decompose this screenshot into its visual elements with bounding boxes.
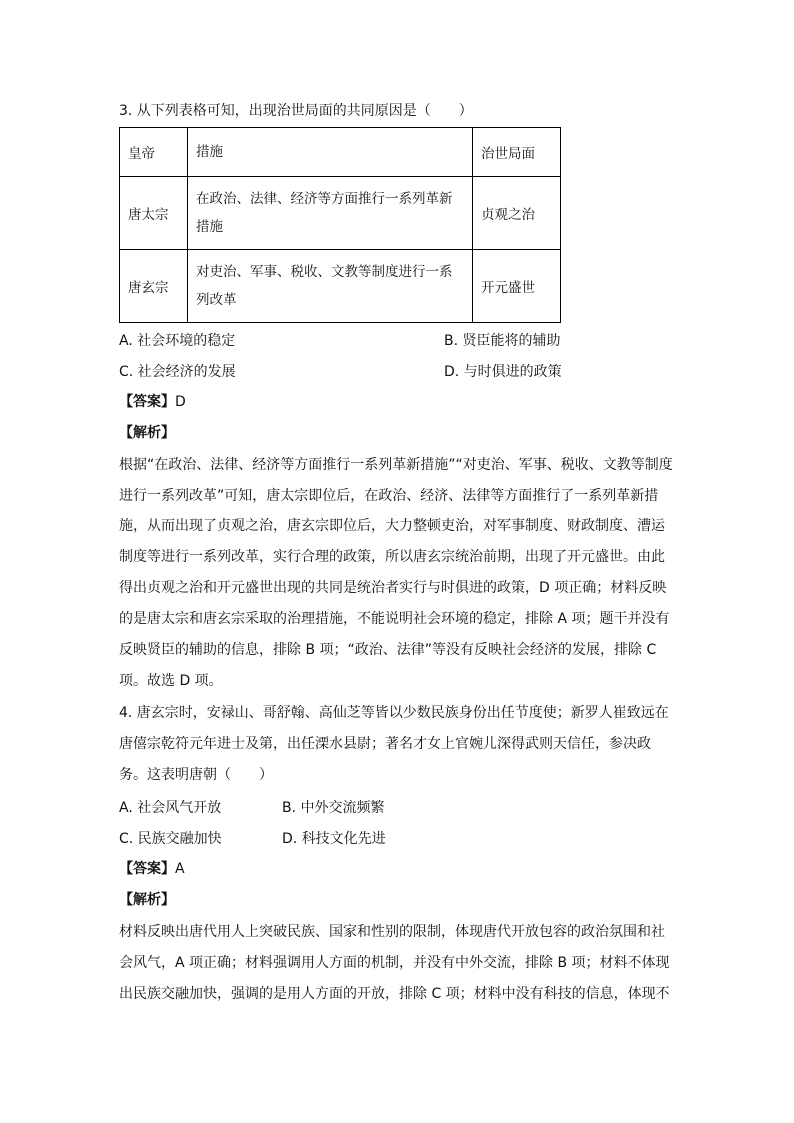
q3-table <box>119 127 561 323</box>
q3-option-a: A. 社会环境的稳定 <box>119 333 236 349</box>
table-cell-emperor: 唐玄宗 <box>120 250 188 323</box>
q4-option-c: C. 民族交融加快 <box>119 831 222 847</box>
q4-option-b: B. 中外交流频繁 <box>282 800 385 816</box>
table-row <box>120 177 561 250</box>
q3-option-b: B. 贤臣能将的辅助 <box>444 333 561 349</box>
measure-line-2: 措施 <box>196 219 223 235</box>
q4-analysis-line: 出民族交融加快，强调的是用人方面的开放，排除 C 项；材料中没有科技的信息，体现不 <box>119 986 670 1002</box>
q3-analysis-line: 反映贤臣的辅助的信息，排除 B 项；“政治、法律”等没有反映社会经济的发展，排除 C <box>119 642 657 658</box>
q3-answer <box>119 392 186 412</box>
q4-option-d: D. 科技文化先进 <box>282 831 386 847</box>
measure-line-2: 列改革 <box>196 292 237 308</box>
answer-value: A <box>175 861 185 877</box>
table-cell-measure <box>188 177 473 250</box>
q4-stem-line: 4. 唐玄宗时，安禄山、哥舒翰、高仙芝等皆以少数民族身份出任节度使；新罗人崔致远在 <box>119 705 669 721</box>
table-cell-emperor: 唐太宗 <box>120 177 188 250</box>
q4-analysis-line: 材料反映出唐代用人上突破民族、国家和性别的限制，体现唐代开放包容的政治氛围和社 <box>119 924 665 940</box>
table-header-emperor: 皇帝 <box>120 128 188 177</box>
table-cell-era: 贞观之治 <box>473 177 561 250</box>
q3-analysis-line: 施，从而出现了贞观之治，唐玄宗即位后，大力整顿吏治，对军事制度、财政制度、漕运 <box>119 518 665 534</box>
table-header-era: 治世局面 <box>473 128 561 177</box>
answer-value: D <box>175 394 186 410</box>
q4-analysis-line: 会风气，A 项正确；材料强调用人方面的机制，并没有中外交流，排除 B 项；材料不体现 <box>119 955 670 971</box>
q3-analysis-line: 制度等进行一系列改革，实行合理的政策，所以唐玄宗统治前期，出现了开元盛世。由此 <box>119 549 665 565</box>
q3-analysis-line: 得出贞观之治和开元盛世出现的共同是统治者实行与时俱进的政策，D 项正确；材料反映 <box>119 580 667 596</box>
table-cell-era: 开元盛世 <box>473 250 561 323</box>
q3-analysis-label: 【解析】 <box>119 425 175 441</box>
q3-option-d: D. 与时俱进的政策 <box>444 364 562 380</box>
measure-line-1: 对吏治、军事、税收、文教等制度进行一系 <box>196 264 453 280</box>
q4-stem-line: 唐僖宗乾符元年进士及第，出任溧水县尉；著名才女上官婉儿深得武则天信任，参决政 <box>119 736 651 752</box>
table-cell-measure <box>188 250 473 323</box>
answer-label: 【答案】 <box>119 861 175 877</box>
q4-stem-line: 务。这表明唐朝（ ） <box>119 767 273 783</box>
q4-answer <box>119 859 185 879</box>
q3-option-c: C. 社会经济的发展 <box>119 364 236 380</box>
table-header-row <box>120 128 561 177</box>
table-header-measure: 措施 <box>188 128 473 177</box>
q4-option-a: A. 社会风气开放 <box>119 800 222 816</box>
q3-analysis-line: 的是唐太宗和唐玄宗采取的治理措施，不能说明社会环境的稳定，排除 A 项；题干并没有 <box>119 611 670 627</box>
q3-analysis-line: 根据“在政治、法律、经济等方面推行一系列革新措施”“对吏治、军事、税收、文教等制度 <box>119 457 673 473</box>
q3-analysis-line: 进行一系列改革”可知，唐太宗即位后，在政治、经济、法律等方面推行了一系列革新措 <box>119 488 659 504</box>
measure-line-1: 在政治、法律、经济等方面推行一系列革新 <box>196 191 453 207</box>
q4-analysis-label: 【解析】 <box>119 892 175 908</box>
table-row <box>120 250 561 323</box>
answer-label: 【答案】 <box>119 394 175 410</box>
q3-analysis-line: 项。故选 D 项。 <box>119 673 223 689</box>
q3-stem: 3. 从下列表格可知，出现治世局面的共同原因是（ ） <box>119 103 473 119</box>
